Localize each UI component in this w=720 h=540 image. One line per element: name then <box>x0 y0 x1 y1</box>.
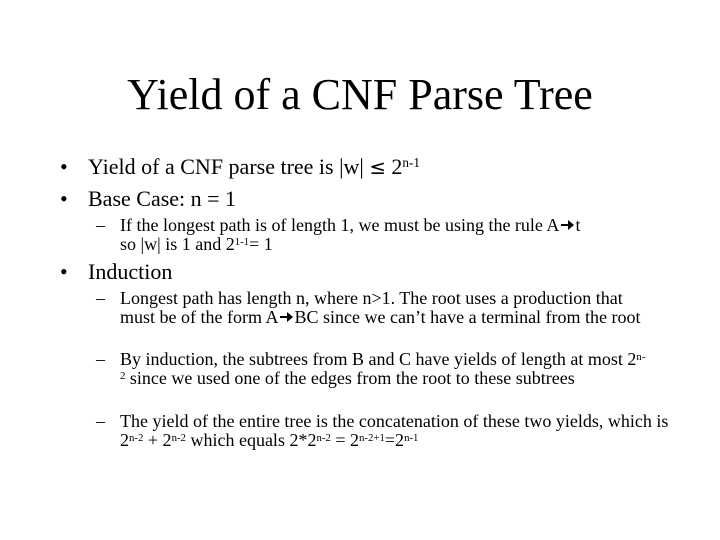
bullet-text-main: Yield of a CNF parse tree is |w| <box>88 154 364 179</box>
sub-bullet-text <box>120 350 650 388</box>
dash-mark: – <box>96 288 105 308</box>
bullet-mark: • <box>60 259 68 284</box>
text-segment: since we used one of the edges from the root to these subtrees <box>125 368 575 388</box>
text-segment: If the longest path is of length 1, we must be using the rule A <box>120 215 560 235</box>
power-exponent: n-2 <box>120 350 646 382</box>
bullet-mark: • <box>60 186 68 211</box>
less-equal-symbol: ≤ <box>369 156 386 179</box>
text-segment: + 2 <box>143 430 172 450</box>
text-segment: = 1 <box>249 234 273 254</box>
power-exponent: n-2 <box>129 431 144 444</box>
right-arrow-icon <box>279 310 293 324</box>
power-exponent: n-1 <box>402 155 420 171</box>
text-segment: which equals 2*2 <box>185 430 317 450</box>
text-segment: The yield of the entire tree is the concatenation of these two yields, which is 2 <box>120 411 669 450</box>
dash-mark: – <box>96 215 105 235</box>
text-segment: =2 <box>384 430 405 450</box>
power-exponent: n-2+1 <box>359 431 385 444</box>
sub-bullet-text <box>120 289 660 327</box>
power-exponent: n-2 <box>316 431 331 444</box>
text-segment: By induction, the subtrees from B and C have yields of length at most 2 <box>120 349 637 369</box>
dash-mark: – <box>96 411 105 431</box>
bullet-text <box>88 154 420 181</box>
power-exponent: n-1 <box>404 431 419 444</box>
power-base: 2 <box>391 154 403 179</box>
dash-mark: – <box>96 349 105 369</box>
text-segment: so |w| is 1 and 2 <box>120 234 235 254</box>
slide-title: Yield of a CNF Parse Tree <box>127 70 593 119</box>
right-arrow-icon <box>560 218 574 232</box>
text-segment: = 2 <box>330 430 360 450</box>
text-segment: t <box>575 215 581 235</box>
bullet-text: Base Case: n = 1 <box>88 186 237 211</box>
power-exponent: n-2 <box>171 431 186 444</box>
text-segment: Longest path has length n, where n>1. The root uses a production that must be of the form A <box>120 288 623 327</box>
power-exponent: 1-1 <box>234 235 250 248</box>
sub-bullet-text <box>120 216 690 254</box>
sub-bullet-text <box>120 412 680 450</box>
text-segment: BC since we can’t have a terminal from the root <box>294 307 641 327</box>
bullet-text: Induction <box>88 259 173 284</box>
bullet-mark: • <box>60 154 68 179</box>
